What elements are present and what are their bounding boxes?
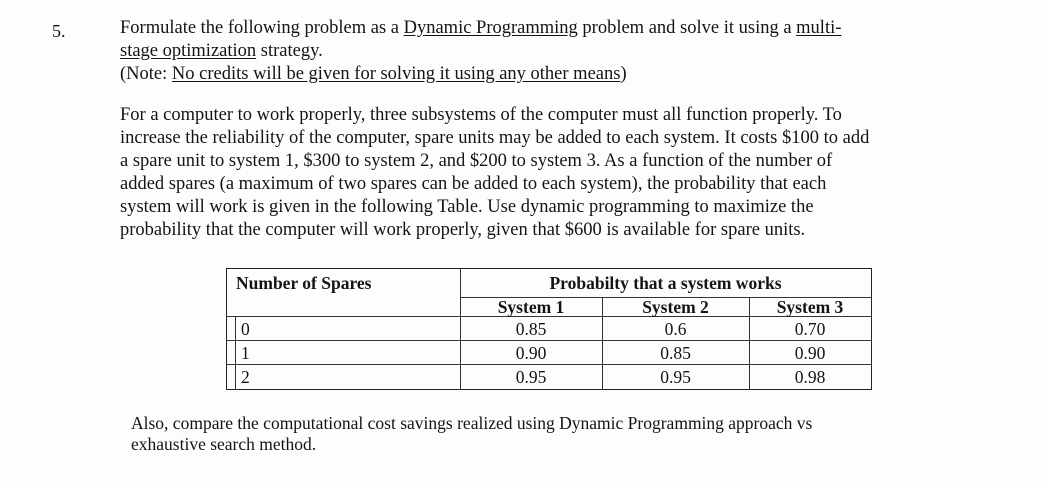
statement-line: system will work is given in the following Table. Use dynamic programming to maximize the (120, 197, 814, 217)
probability-value: 0.90 (515, 343, 547, 363)
closing-line: Also, compare the computational cost savings realized using Dynamic Programming approach vs (131, 413, 813, 433)
probability-value: 0.85 (515, 319, 547, 339)
probability-value: 0.90 (794, 343, 826, 363)
header-system-1: System 1 (497, 297, 565, 317)
instruction-line-2: stage optimization strategy. (120, 41, 323, 61)
probability-value: 0.85 (660, 343, 691, 363)
statement-line: probability that the computer will work properly, given that $600 is available for spare units. (120, 220, 806, 240)
table-divider (227, 340, 871, 341)
problem-statement (120, 104, 990, 242)
header-system-2: System 2 (642, 297, 709, 317)
statement-line: For a computer to work properly, three subsystems of the computer must all function properly. To (120, 105, 842, 125)
reliability-table (226, 268, 872, 390)
multi-stage-underlined-part2: stage optimization (120, 41, 257, 61)
closing-question (131, 413, 991, 455)
multi-stage-underlined-part1: multi- (796, 18, 842, 38)
probability-value: 0.95 (515, 367, 547, 387)
spares-count: 0 (241, 319, 250, 339)
probability-value: 0.6 (664, 319, 687, 339)
spares-count: 2 (241, 367, 250, 387)
question-number: 5. (52, 21, 66, 41)
instruction-line-1: Formulate the following problem as a Dynamic Programming problem and solve it using a multi- (120, 18, 842, 38)
statement-line: a spare unit to system 1, $300 to system 2, and $200 to system 3. As a function of the number of (120, 151, 833, 171)
closing-line: exhaustive search method. (131, 434, 317, 454)
dynamic-programming-underlined: Dynamic Programming (403, 18, 578, 38)
probability-value: 0.70 (794, 319, 826, 339)
header-number-of-spares: Number of Spares (236, 273, 372, 293)
header-probability: Probabilty that a system works (549, 273, 782, 293)
table-divider (235, 316, 236, 389)
probability-value: 0.98 (794, 367, 826, 387)
note-line: (Note: No credits will be given for solving it using any other means) (120, 64, 627, 84)
statement-line: added spares (a maximum of two spares can be added to each system), the probability that each (120, 174, 827, 194)
statement-line: increase the reliability of the computer, spare units may be added to each system. It costs $100 to add (120, 128, 870, 148)
header-system-3: System 3 (776, 297, 844, 317)
spares-count: 1 (241, 343, 250, 363)
table-divider (227, 364, 871, 365)
probability-value: 0.95 (660, 367, 691, 387)
problem-instructions (120, 17, 1000, 86)
note-underlined-text: No credits will be given for solving it using any other means (171, 64, 621, 84)
